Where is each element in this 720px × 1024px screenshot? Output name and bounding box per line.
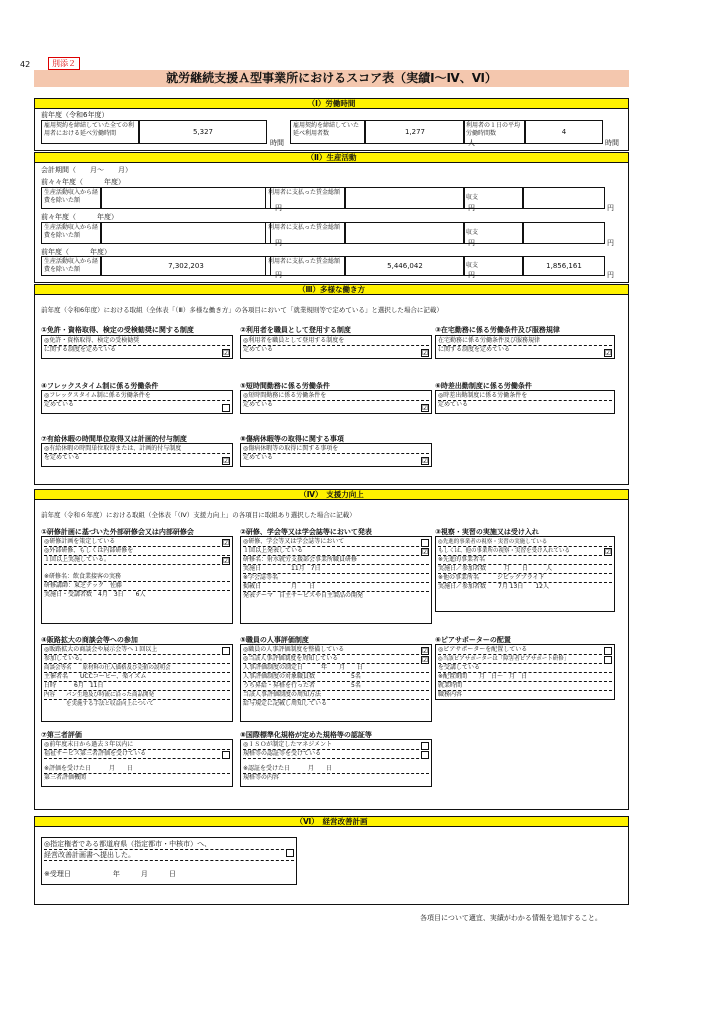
total-users-label: 雇用契約を締結していた延べ利用者数 bbox=[290, 120, 365, 144]
section-header-labor-hours: （Ⅰ）労働時間 bbox=[34, 98, 629, 109]
item6-title: ⑥時差出勤制度に係る労働条件 bbox=[435, 382, 532, 390]
yen-unit: 円 bbox=[468, 239, 475, 247]
b1-check[interactable] bbox=[222, 647, 230, 655]
year2-balance-label: 収支 bbox=[463, 222, 523, 244]
year2-wage-value bbox=[345, 222, 465, 244]
total-hours-value: 5,327 bbox=[139, 120, 267, 144]
b3-check2[interactable] bbox=[604, 656, 612, 664]
c2-line4: 規格等の内容 bbox=[243, 774, 280, 781]
a2-line2: １回以上発表している bbox=[243, 547, 429, 556]
attachment-badge: 別添２ bbox=[48, 57, 80, 70]
management-line3: ※受理日 年 月 日 bbox=[44, 870, 176, 878]
item8-box bbox=[240, 443, 432, 467]
a1-title: ①研修計画に基づいた外部研修会又は内部研修会 bbox=[41, 528, 194, 536]
c1-box bbox=[41, 739, 233, 787]
yen-unit: 円 bbox=[275, 271, 282, 279]
management-line1: ◎指定権者である都道府県（指定都市・中核市）へ、 bbox=[44, 839, 294, 850]
management-line2: 経営改善計画書へ提出した。 bbox=[44, 850, 294, 861]
b1-line5: 日時 6月 11日 bbox=[44, 682, 230, 691]
b1-line1: ◎販路拡大の商談会や展示会等へ１回以上 bbox=[44, 646, 230, 655]
a1-line6: 実施日・受講者数 4月 3日 6人 bbox=[44, 591, 146, 598]
b3-line3: を受講している bbox=[438, 664, 612, 673]
item5-checkbox[interactable]: ☑ bbox=[422, 404, 429, 412]
a2-line7: 発表テーマ 自主サービスや自主製品の開発 bbox=[243, 592, 364, 599]
accounting-period: 会計期間（ 月～ 月） bbox=[41, 166, 132, 174]
section-header-work-styles: （Ⅲ）多様な働き方 bbox=[34, 284, 629, 295]
item6-text-a: ◎時差出勤制度に係る労働条件を bbox=[438, 392, 612, 401]
b3-line4: ※配置期間 月 日～ 月 日 bbox=[438, 673, 612, 682]
support-intro: 前年度（令和６年度）における取組（全体表「（Ⅳ）支援力向上」の各項目に取組あり選択した場合に記載） bbox=[41, 511, 356, 519]
section-management bbox=[34, 827, 629, 905]
a3-box bbox=[435, 536, 615, 612]
a1-line4: ※研修名：飲食業接客の実務 bbox=[44, 573, 230, 582]
b1-line6: 内容 パン生地及び時流に沿った商品開発 bbox=[44, 691, 230, 700]
item4-title: ④フレックスタイム制に係る労働条件 bbox=[41, 382, 159, 390]
total-hours-label: 雇用契約を締結していた全ての利用者における延べ労働時間 bbox=[41, 120, 139, 144]
management-check[interactable] bbox=[286, 849, 294, 857]
item7-title: ⑦有給休暇の時間単位取得又は計画的付与制度 bbox=[41, 435, 187, 443]
a2-check1[interactable] bbox=[421, 539, 429, 547]
item3-text-b: に関する制度を定めている bbox=[438, 346, 511, 353]
a2-line3: 研修名：射水就労支援部会事業所職員研修 bbox=[243, 556, 429, 565]
a1-box bbox=[41, 536, 233, 624]
section-support bbox=[34, 500, 629, 810]
year3-label: 前々々年度（ 年度） bbox=[41, 178, 125, 186]
b3-line6: 職務内容 bbox=[438, 691, 463, 698]
year3-balance-label: 収支 bbox=[463, 187, 523, 209]
page-number: 42 bbox=[20, 60, 31, 69]
page-title: 就労継続支援Ａ型事業所におけるスコア表（実績Ⅰ～Ⅳ、Ⅵ） bbox=[34, 70, 629, 87]
year1-wage-value: 5,446,042 bbox=[345, 256, 465, 276]
prev-year-label: 前年度（令和6年度） bbox=[41, 111, 109, 119]
b2-line4: 人事評価制度の対象職員数 5名 bbox=[243, 673, 429, 682]
section-header-support: （Ⅳ） 支援力向上 bbox=[34, 489, 629, 500]
year1-balance-label: 収支 bbox=[463, 256, 523, 276]
c2-line1: ◎ＩＳＯが制定したマネジメント bbox=[243, 741, 429, 750]
b2-check2[interactable]: ☑ bbox=[422, 656, 429, 664]
item3-title: ③在宅勤務に係る労働条件及び服務規律 bbox=[435, 326, 560, 334]
b3-line5: 就業時間 bbox=[438, 682, 612, 691]
a3-line1: ◎先進的事業者の視察・実習の実施している bbox=[438, 538, 612, 547]
year1-income-value: 7,302,203 bbox=[101, 256, 271, 276]
b2-line5: うち昇給・昇格を行った者 5名 bbox=[243, 682, 429, 691]
item2-text-b: 定めている bbox=[243, 346, 274, 353]
yen-unit: 円 bbox=[468, 204, 475, 212]
item3-text-a: 在宅勤務に係る労働条件及び服務規律 bbox=[438, 337, 612, 346]
c1-line3: ※評価を受けた日 月 日 bbox=[44, 765, 230, 774]
year1-income-label: 生産活動収入から経費を除いた額 bbox=[41, 256, 101, 276]
item6-box bbox=[435, 390, 615, 414]
item3-box bbox=[435, 335, 615, 359]
item2-text-a: ◎利用者を職員として登用する制度を bbox=[243, 337, 429, 346]
year2-wage-label: 利用者に支払った賃金総額 bbox=[265, 222, 345, 244]
b1-line7: を実施する手法と収益向上について bbox=[44, 701, 154, 707]
section-labor-hours bbox=[34, 109, 629, 151]
b1-title: ④販路拡大の商談会等への参加 bbox=[41, 636, 138, 644]
item8-text-a: ◎傷病休暇等の取得に関する事項を bbox=[243, 445, 429, 454]
b2-line6: 当該人事評価制度の周知方法 bbox=[243, 691, 429, 700]
management-box bbox=[41, 837, 297, 885]
year1-balance-value: 1,856,161 bbox=[523, 256, 605, 276]
item5-box bbox=[240, 390, 432, 414]
a3-line3: ※先進的事業者名 bbox=[438, 556, 612, 565]
b3-box bbox=[435, 644, 615, 700]
a1-line1: ◎研修計画を策定している bbox=[44, 538, 230, 547]
a2-title: ②研修、学会等又は学会誌等において発表 bbox=[240, 528, 372, 536]
year2-label: 前々年度（ 年度） bbox=[41, 213, 118, 221]
hours-unit: 時間 bbox=[270, 139, 284, 147]
c1-title: ⑦第三者評価 bbox=[41, 731, 82, 739]
item7-checkbox[interactable]: ☑ bbox=[223, 457, 230, 465]
b2-box bbox=[240, 644, 432, 722]
c2-check2[interactable] bbox=[421, 751, 429, 759]
year2-income-value bbox=[101, 222, 271, 244]
b2-line2: ◎当該人事評価制度を周知している bbox=[243, 655, 429, 664]
item4-text-a: ◎フレックスタイム制に係る労働条件を bbox=[44, 392, 230, 401]
avg-hours-label: 利用者の１日の平均労働時間数 bbox=[463, 120, 525, 144]
work-styles-intro: 前年度（令和6年度）における取組（全体表「（Ⅲ）多様な働き方」の各項目において「就業規則等で定めている」と選択した場合に記載） bbox=[41, 306, 443, 314]
year3-wage-value bbox=[345, 187, 465, 209]
year3-wage-label: 利用者に支払った賃金総額 bbox=[265, 187, 345, 209]
a2-line1: ◎研修、学会等又は学会誌等において bbox=[243, 538, 429, 547]
b3-title: ⑥ピアサポーターの配置 bbox=[435, 636, 511, 644]
year3-income-label: 生産活動収入から経費を除いた額 bbox=[41, 187, 101, 209]
item2-box bbox=[240, 335, 432, 359]
item5-title: ⑤短時間勤務に係る労働条件 bbox=[240, 382, 330, 390]
c2-line2: 規格等の認証等を受けている bbox=[243, 750, 429, 759]
avg-hours-value: 4 bbox=[525, 120, 603, 144]
item1-text-a: ◎免許・資格取得、検定の受検勧奨 bbox=[44, 337, 230, 346]
a2-check2[interactable]: ☑ bbox=[422, 548, 429, 556]
b2-title: ⑤職員の人事評価制度 bbox=[240, 636, 309, 644]
item1-text-b: に関する制度を定めている bbox=[44, 346, 117, 353]
item7-text-b: を定めている bbox=[44, 454, 81, 461]
users-unit: 人 bbox=[468, 139, 475, 147]
item4-checkbox[interactable] bbox=[222, 404, 230, 412]
a1-check1[interactable]: ☑ bbox=[223, 539, 230, 547]
c1-line2: 福祉サービス第三者評価を受けている bbox=[44, 750, 230, 759]
c2-line3: ※認証を受けた日 月 日 bbox=[243, 765, 429, 774]
year2-income-label: 生産活動収入から経費を除いた額 bbox=[41, 222, 101, 244]
b3-line2: ◎当該ピアサポーターは「障害者ピアサポート研修」 bbox=[438, 655, 612, 664]
total-users-value: 1,277 bbox=[365, 120, 465, 144]
b2-line3: 人事評価制度の制定日 年 月 日 bbox=[243, 664, 429, 673]
a1-line5: 研修講師：東芝テック 佐藤 bbox=[44, 582, 230, 591]
item2-checkbox[interactable]: ☑ bbox=[422, 349, 429, 357]
a2-line6: 掲載日 月 日 bbox=[243, 583, 429, 592]
c2-check1[interactable] bbox=[421, 742, 429, 750]
b2-check1[interactable]: ☑ bbox=[422, 647, 429, 655]
item8-checkbox[interactable]: ☑ bbox=[422, 457, 429, 465]
section-work-styles bbox=[34, 295, 629, 485]
item5-text-b: 定めている bbox=[243, 401, 274, 408]
item1-checkbox[interactable]: ☑ bbox=[223, 349, 230, 357]
a3-line2: もしくは、他の事業所の視察・実習を受け入れている bbox=[438, 547, 612, 556]
item7-text-a: ◎有給休暇の時間単位取得または、計画的付与制度 bbox=[44, 445, 230, 454]
year3-balance-value bbox=[523, 187, 605, 209]
a1-line2: ◎外部研修、もしくは内部研修を bbox=[44, 547, 230, 556]
b3-line1: ◎ピアサポーターを配置している bbox=[438, 646, 612, 655]
a3-title: ③視察・実習の実施又は受け入れ bbox=[435, 528, 539, 536]
item5-text-a: ◎短時間勤務に係る労働条件を bbox=[243, 392, 429, 401]
c2-box bbox=[240, 739, 432, 787]
c1-check[interactable] bbox=[222, 751, 230, 759]
section-production bbox=[34, 163, 629, 283]
a3-line4: 実施日／参加者数 月 日 人 bbox=[438, 565, 612, 574]
yen-unit: 円 bbox=[275, 204, 282, 212]
item1-box bbox=[41, 335, 233, 359]
c1-line4: 第三者評価機関 bbox=[44, 774, 87, 781]
b3-check1[interactable] bbox=[604, 647, 612, 655]
footer-note: 各項目について適宜、実績がわかる情報を追加すること。 bbox=[420, 914, 602, 922]
a1-check2[interactable]: ☑ bbox=[223, 557, 230, 565]
item7-box bbox=[41, 443, 233, 467]
a2-box bbox=[240, 536, 432, 624]
avg-hours-unit: 時間 bbox=[605, 139, 619, 147]
b1-line4: 主催者名 UCCコーヒー、楽イズム bbox=[44, 673, 230, 682]
b1-line2: 参加している。 bbox=[44, 655, 230, 664]
item4-box bbox=[41, 390, 233, 414]
b2-line1: ◎職員の人事評価制度を整備している bbox=[243, 646, 429, 655]
a2-line4: 実施日 11月 7日 bbox=[243, 565, 429, 574]
item1-title: ①免許・資格取得、検定の受検勧奨に関する制度 bbox=[41, 326, 194, 334]
year1-label: 前年度（ 年度） bbox=[41, 248, 111, 256]
b1-box bbox=[41, 644, 233, 722]
item6-text-b: 定めている bbox=[438, 401, 469, 408]
yen-unit: 円 bbox=[607, 204, 614, 212]
b2-line7: 給与規定に記載し周知している bbox=[243, 700, 328, 707]
yen-unit: 円 bbox=[607, 239, 614, 247]
c2-title: ⑧国際標準化規格が定めた規格等の認証等 bbox=[240, 731, 372, 739]
item3-checkbox[interactable]: ☑ bbox=[605, 349, 612, 357]
section-header-production: （Ⅱ）生産活動 bbox=[34, 152, 629, 163]
year1-wage-label: 利用者に支払った賃金総額 bbox=[265, 256, 345, 276]
item2-title: ②利用者を職員として登用する制度 bbox=[240, 326, 351, 334]
a3-line6: 実施日／参加者数 7月 13日 12人 bbox=[438, 583, 549, 590]
item4-text-b: 定めている bbox=[44, 401, 75, 408]
yen-unit: 円 bbox=[275, 239, 282, 247]
section-header-management: （Ⅵ） 経営改善計画 bbox=[34, 816, 629, 827]
b1-line3: 商談会等名 原材料の仕入価格及び売値の説明会 bbox=[44, 664, 230, 673]
a3-check[interactable]: ☑ bbox=[605, 548, 612, 556]
a1-line3: １回以上実施している。 bbox=[44, 556, 230, 565]
item8-text-b: 定めている bbox=[243, 454, 274, 461]
a3-line5: ※他の事業所名 ジピックプライド bbox=[438, 574, 612, 583]
yen-unit: 円 bbox=[607, 271, 614, 279]
yen-unit: 円 bbox=[468, 271, 475, 279]
year3-income-value bbox=[101, 187, 271, 209]
a2-line5: ※学会誌等名 bbox=[243, 574, 429, 583]
item8-title: ⑧傷病休暇等の取得に関する事項 bbox=[240, 435, 344, 443]
year2-balance-value bbox=[523, 222, 605, 244]
c1-line1: ◎前年度末日から過去３年以内に bbox=[44, 741, 230, 750]
